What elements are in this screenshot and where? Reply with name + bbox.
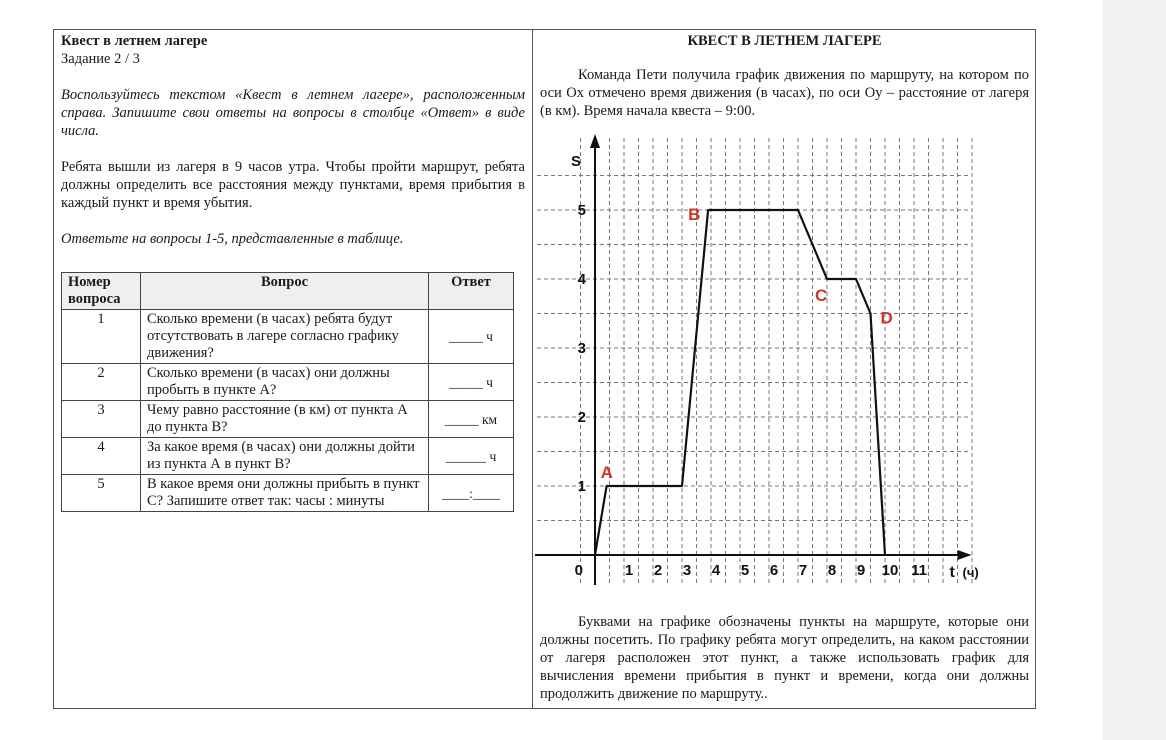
point-label-c: C: [815, 286, 828, 305]
table-row: [62, 475, 514, 512]
answer-field[interactable]: _____ км: [429, 401, 514, 438]
row-num: 2: [62, 364, 141, 401]
row-question: Сколько времени (в часах) ребята будут отсутствовать в лагере согласно графику движения?: [141, 310, 429, 364]
y-axis-label: S: [571, 153, 582, 170]
x-axis-arrow: [958, 550, 972, 560]
x-tick-label: 4: [711, 562, 721, 579]
x-tick-label: 6: [769, 562, 779, 579]
row-question: Сколько времени (в часах) они должны пробыть в пункте А?: [141, 364, 429, 401]
route-chart: [533, 130, 1003, 590]
task-title: Квест в летнем лагере: [61, 33, 208, 49]
y-tick-label: 4: [577, 271, 586, 288]
answer-field[interactable]: _____ ч: [429, 310, 514, 364]
x-tick-label: 11: [911, 562, 927, 579]
intro-text: Ребята вышли из лагеря в 9 часов утра. Чтобы пройти маршрут, ребята должны определить все расстояния между пунктами, время прибытия в каждый пункт и время убытия.: [61, 159, 525, 211]
y-tick-label: 5: [577, 202, 586, 219]
answer-field[interactable]: ______ ч: [429, 438, 514, 475]
table-row: [62, 401, 514, 438]
text-paragraph: Команда Пети получила график движения по маршруту, на котором по оси Ох отмечено время движения (в часах), по оси Оу – расстояние от лагеря (в км). Время начала квеста – 9:00.: [540, 67, 1029, 119]
y-tick-label: 3: [577, 340, 586, 357]
x-tick-label: 2: [653, 562, 663, 579]
x-tick-label: 7: [798, 562, 808, 579]
row-num: 3: [62, 401, 141, 438]
header-answer: Ответ: [429, 273, 514, 310]
header-question: Вопрос: [141, 273, 429, 310]
x-unit-label: (ч): [962, 565, 979, 580]
row-num: 1: [62, 310, 141, 364]
x-tick-label: 8: [827, 562, 837, 579]
x-tick-label: 9: [856, 562, 866, 579]
x-tick-label: 5: [740, 562, 750, 579]
header-num: Номер вопроса: [62, 273, 141, 310]
point-label-b: B: [688, 205, 701, 224]
answer-field[interactable]: _____ ч: [429, 364, 514, 401]
table-row: [62, 364, 514, 401]
y-axis-arrow: [590, 134, 600, 148]
prompt-text: Ответьте на вопросы 1-5, представленные в таблице.: [61, 231, 404, 247]
row-question: За какое время (в часах) они должны дойти из пункта А в пункт В?: [141, 438, 429, 475]
x-tick-label: 1: [624, 562, 634, 579]
instruction-text: Воспользуйтесь текстом «Квест в летнем лагере», расположенным справа. Запишите свои ответы на вопросы в столбце «Ответ» в виде числа.: [61, 87, 525, 139]
row-num: 5: [62, 475, 141, 512]
point-label-d: D: [880, 308, 893, 328]
scroll-margin: [1103, 0, 1166, 740]
table-row: [62, 438, 514, 475]
task-number: Задание 2 / 3: [61, 51, 140, 67]
table-row: [62, 310, 514, 364]
point-label-a: A: [600, 463, 613, 482]
y-tick-label: 1: [577, 478, 586, 495]
answer-field[interactable]: ____:____: [429, 475, 514, 512]
x-axis-label: t: [949, 564, 955, 581]
row-question: В какое время они должны прибыть в пункт С? Запишите ответ так: часы : минуты: [141, 475, 429, 512]
x-tick-label: 10: [881, 562, 899, 579]
text-title: КВЕСТ В ЛЕТНЕМ ЛАГЕРЕ: [687, 33, 882, 49]
row-num: 4: [62, 438, 141, 475]
origin-label: 0: [574, 562, 583, 579]
bottom-paragraph: Буквами на графике обозначены пункты на маршруте, которые они должны посетить. По графику ребята могут определить, на каком расстоянии от лагеря расположен этот пункт, а также использовать график для вычисления времени прибытия в пункт и времени, когда они должны продолжить движение по маршруту..: [540, 614, 1029, 702]
right-column: [540, 32, 1029, 120]
y-tick-label: 2: [577, 409, 586, 426]
x-tick-label: 3: [682, 562, 692, 579]
questions-table: [61, 272, 514, 512]
left-column: [61, 32, 525, 248]
row-question: Чему равно расстояние (в км) от пункта А до пункта В?: [141, 401, 429, 438]
